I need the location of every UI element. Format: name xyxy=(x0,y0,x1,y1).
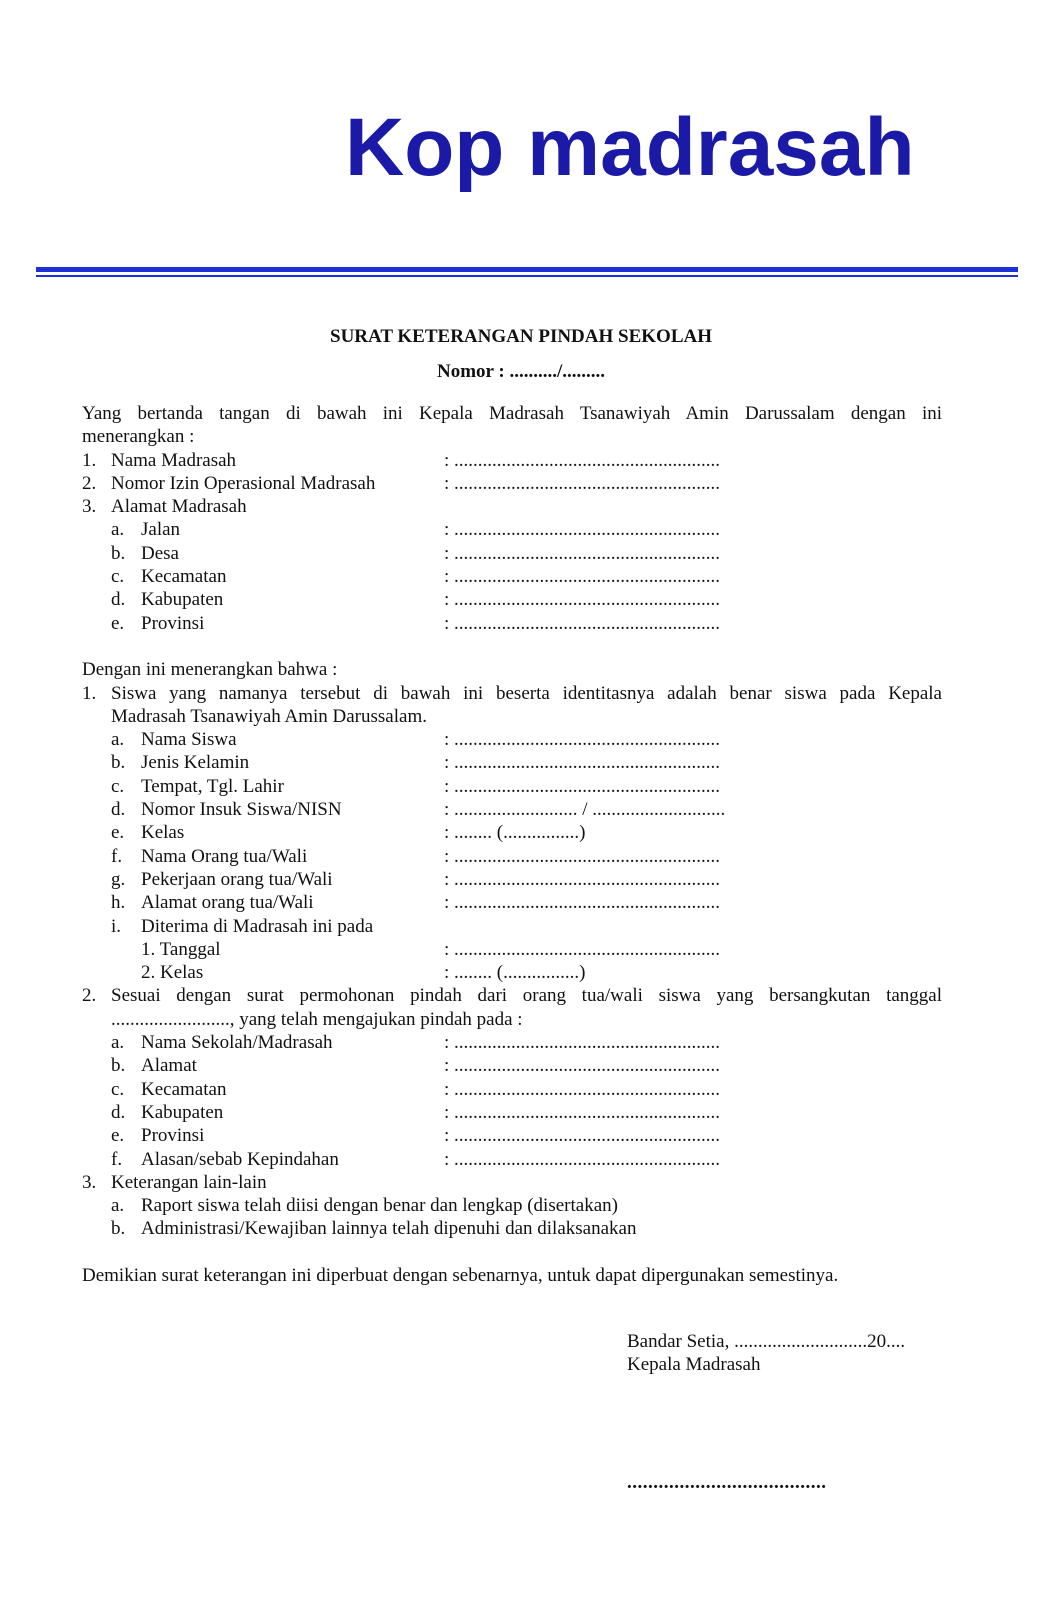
sub-field-letter: d. xyxy=(111,589,126,611)
sub-field-value: : ........................................................ xyxy=(444,566,721,588)
signature-block xyxy=(627,1330,905,1377)
sub-field-letter: h. xyxy=(111,892,126,914)
sub-note-text: Raport siswa telah diisi dengan benar dan lengkap (disertakan) xyxy=(141,1195,618,1217)
sub-field-letter: e. xyxy=(111,612,125,634)
sub-field-letter: e. xyxy=(111,1125,125,1147)
sub-field-value: : ........................................................ xyxy=(444,1032,721,1054)
sub-field-value: : ........................................................ xyxy=(444,729,721,751)
sub-note-text: Administrasi/Kewajiban lainnya telah dipenuhi dan dilaksanakan xyxy=(141,1218,637,1240)
sub-field-letter: f. xyxy=(111,1148,123,1170)
intro-line-1: Yang bertanda tangan di bawah ini Kepala Madrasah Tsanawiyah Amin Darussalam dengan ini xyxy=(82,403,942,424)
sub-field-letter: c. xyxy=(111,1078,125,1100)
sub-note-row xyxy=(82,1194,942,1217)
sub-field-label: Kabupaten xyxy=(141,589,224,611)
letter-body xyxy=(82,402,942,1287)
sub-field-letter: a. xyxy=(111,1032,125,1054)
sub-field-label: Kelas xyxy=(141,822,185,844)
sub-field-row xyxy=(82,1101,942,1124)
sub-field-value: : .......................... / ............................ xyxy=(444,799,726,821)
sub-note-letter: a. xyxy=(111,1195,125,1217)
sub-field-letter: b. xyxy=(111,1055,126,1077)
field-row xyxy=(82,449,942,472)
nested-field-label: 2. Kelas xyxy=(141,962,204,984)
sub-field-row xyxy=(82,798,942,821)
point-2-line-2: ........................., yang telah mengajukan pindah pada : xyxy=(111,1008,523,1030)
sub-field-value: : ........................................................ xyxy=(444,589,721,611)
field-value: : ........................................................ xyxy=(444,472,721,494)
sub-field-row xyxy=(82,1078,942,1101)
closing-statement: Demikian surat keterangan ini diperbuat dengan sebenarnya, untuk dapat dipergunakan semestinya. xyxy=(82,1264,839,1286)
sub-field-letter: f. xyxy=(111,845,123,867)
section-intro: Dengan ini menerangkan bahwa : xyxy=(82,659,338,681)
sub-field-label: Pekerjaan orang tua/Wali xyxy=(141,868,333,890)
sub-field-label: Nama Orang tua/Wali xyxy=(141,845,308,867)
letterhead-rule-thick xyxy=(36,267,1018,272)
sub-field-letter: a. xyxy=(111,729,125,751)
sub-field-label: Jalan xyxy=(141,519,181,541)
sub-field-row xyxy=(82,518,942,541)
sub-field-letter: d. xyxy=(111,799,126,821)
sub-field-label: Alamat xyxy=(141,1055,197,1077)
sub-field-row xyxy=(82,728,942,751)
document-title: SURAT KETERANGAN PINDAH SEKOLAH xyxy=(330,326,712,347)
sub-field-row xyxy=(82,565,942,588)
sub-field-letter: g. xyxy=(111,868,126,890)
sub-field-value: : ........................................................ xyxy=(444,1125,721,1147)
sub-field-row xyxy=(82,1124,942,1147)
sub-field-row xyxy=(82,1148,942,1171)
sub-field-value: : ........................................................ xyxy=(444,612,721,634)
point-text: Siswa yang namanya tersebut di bawah ini beserta identitasnya adalah benar siswa pada Kepala xyxy=(111,682,942,704)
letterhead-rule-thin xyxy=(36,275,1018,277)
point-2-line-1 xyxy=(82,984,942,1007)
sub-field-row xyxy=(82,845,942,868)
sub-field-label: Desa xyxy=(141,542,179,564)
sub-field-label: Nama Siswa xyxy=(141,729,237,751)
sub-field-label: Kecamatan xyxy=(141,566,227,588)
sub-field-value: : ........................................................ xyxy=(444,1148,721,1170)
sub-field-value: : ........................................................ xyxy=(444,892,721,914)
signature-place-date: Bandar Setia, ............................20.... xyxy=(627,1331,906,1352)
sub-field-letter: c. xyxy=(111,775,125,797)
sub-field-value: : ........................................................ xyxy=(444,868,721,890)
sub-field-label: Nomor Insuk Siswa/NISN xyxy=(141,799,342,821)
field-number: 3. xyxy=(82,496,97,518)
nested-field-value: : ........................................................ xyxy=(444,938,721,960)
sub-field-value: : ........................................................ xyxy=(444,1055,721,1077)
field-label: Alamat Madrasah xyxy=(111,496,247,518)
sub-field-label: Diterima di Madrasah ini pada xyxy=(141,915,374,937)
field-label: Nomor Izin Operasional Madrasah xyxy=(111,472,376,494)
sub-field-label: Tempat, Tgl. Lahir xyxy=(141,775,284,797)
document-number: Nomor : ........../......... xyxy=(437,361,605,382)
sub-field-row xyxy=(82,612,942,635)
signature-name-line: ...................................... xyxy=(627,1472,827,1493)
sub-field-letter: i. xyxy=(111,915,122,937)
sub-field-label: Alasan/sebab Kepindahan xyxy=(141,1148,339,1170)
sub-field-row xyxy=(82,751,942,774)
point-1-line-2: Madrasah Tsanawiyah Amin Darussalam. xyxy=(111,705,427,727)
sub-field-row xyxy=(82,1054,942,1077)
letterhead-title: Kop madrasah xyxy=(345,102,915,193)
sub-field-letter: a. xyxy=(111,519,125,541)
sub-field-row xyxy=(82,775,942,798)
sub-field-row xyxy=(82,588,942,611)
sub-field-label: Provinsi xyxy=(141,1125,205,1147)
sub-field-letter: d. xyxy=(111,1101,126,1123)
sub-field-value: : ........................................................ xyxy=(444,775,721,797)
sub-field-label: Kabupaten xyxy=(141,1101,224,1123)
nested-field-row xyxy=(82,961,942,984)
point-number: 3. xyxy=(82,1171,97,1193)
field-row xyxy=(82,495,942,518)
sub-field-value: : ........................................................ xyxy=(444,1078,721,1100)
point-1-line-1 xyxy=(82,682,942,705)
sub-field-label: Jenis Kelamin xyxy=(141,752,250,774)
field-label: Nama Madrasah xyxy=(111,449,237,471)
point-text: Sesuai dengan surat permohonan pindah dari orang tua/wali siswa yang bersangkutan tanggal xyxy=(111,985,942,1007)
field-number: 1. xyxy=(82,449,97,471)
nested-field-label: 1. Tanggal xyxy=(141,938,221,960)
sub-field-letter: c. xyxy=(111,566,125,588)
sub-field-row xyxy=(82,542,942,565)
sub-field-row xyxy=(82,915,942,938)
sub-field-letter: e. xyxy=(111,822,125,844)
sub-field-row xyxy=(82,821,942,844)
sub-field-value: : ........................................................ xyxy=(444,752,721,774)
sub-field-row xyxy=(82,868,942,891)
point-3-row xyxy=(82,1171,942,1194)
sub-field-value: : ........................................................ xyxy=(444,1101,721,1123)
nested-field-row xyxy=(82,938,942,961)
field-number: 2. xyxy=(82,472,97,494)
point-label: Keterangan lain-lain xyxy=(111,1171,267,1193)
nested-field-value: : ........ (................) xyxy=(444,962,586,984)
sub-field-value: : ........ (................) xyxy=(444,822,586,844)
sub-field-label: Nama Sekolah/Madrasah xyxy=(141,1032,333,1054)
intro-line-2: menerangkan : xyxy=(82,426,195,448)
sub-field-letter: b. xyxy=(111,542,126,564)
sub-field-letter: b. xyxy=(111,752,126,774)
sub-field-value: : ........................................................ xyxy=(444,845,721,867)
sub-field-label: Kecamatan xyxy=(141,1078,227,1100)
signature-role: Kepala Madrasah xyxy=(627,1354,761,1376)
sub-field-row xyxy=(82,1031,942,1054)
sub-field-row xyxy=(82,891,942,914)
field-value: : ........................................................ xyxy=(444,449,721,471)
point-number: 1. xyxy=(82,682,97,704)
sub-note-letter: b. xyxy=(111,1218,126,1240)
field-row xyxy=(82,472,942,495)
point-number: 2. xyxy=(82,985,97,1007)
sub-field-label: Alamat orang tua/Wali xyxy=(141,892,314,914)
sub-note-row xyxy=(82,1217,942,1240)
sub-field-label: Provinsi xyxy=(141,612,205,634)
sub-field-value: : ........................................................ xyxy=(444,519,721,541)
sub-field-value: : ........................................................ xyxy=(444,542,721,564)
